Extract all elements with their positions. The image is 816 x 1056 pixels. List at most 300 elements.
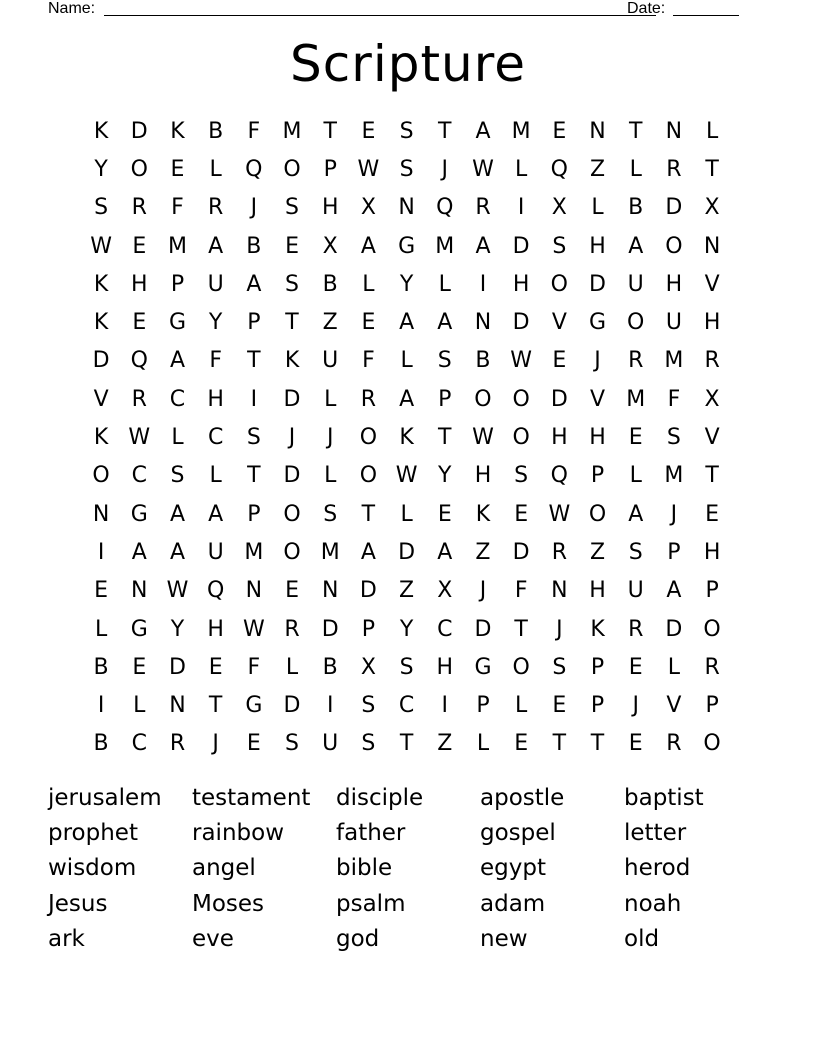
grid-letter: V	[590, 386, 606, 412]
grid-letter: I	[441, 693, 449, 719]
grid-letter: A	[628, 233, 644, 259]
grid-letter: D	[283, 463, 301, 489]
grid-letter: H	[551, 425, 568, 451]
grid-letter: S	[361, 693, 376, 719]
grid-letter: N	[131, 578, 148, 604]
grid-letter: E	[628, 425, 643, 451]
grid-letter: B	[246, 233, 262, 259]
grid-letter: B	[628, 195, 644, 221]
grid-letter: Q	[550, 463, 568, 489]
grid-letter: S	[323, 501, 338, 527]
grid-letter: P	[170, 271, 185, 297]
grid-letter: Z	[399, 578, 415, 604]
grid-letter: S	[514, 463, 529, 489]
word-list-item: adam	[480, 890, 546, 917]
grid-letter: A	[666, 578, 682, 604]
grid-letter: P	[705, 693, 719, 719]
grid-letter: N	[92, 501, 110, 527]
grid-letter: D	[665, 195, 683, 221]
word-list-item: Jesus	[48, 890, 108, 917]
grid-letter: A	[399, 386, 415, 412]
grid-letter: R	[131, 386, 147, 412]
grid-letter: A	[360, 539, 376, 565]
grid-letter: B	[322, 654, 338, 680]
grid-letter: O	[512, 425, 530, 451]
grid-letter: D	[589, 271, 606, 297]
grid-letter: D	[474, 616, 492, 642]
grid-letter: L	[591, 195, 604, 221]
grid-letter: A	[169, 348, 185, 374]
grid-letter: D	[283, 386, 301, 412]
grid-letter: I	[479, 271, 487, 297]
word-list	[48, 780, 768, 956]
grid-letter: E	[705, 501, 720, 527]
grid-letter: S	[285, 271, 300, 297]
word-list-item: noah	[624, 890, 682, 917]
grid-letter: A	[169, 501, 185, 527]
grid-letter: Y	[399, 616, 414, 642]
grid-letter: H	[436, 654, 454, 680]
grid-letter: J	[288, 425, 296, 451]
grid-letter: Q	[130, 348, 148, 374]
word-list-item: ark	[48, 925, 85, 952]
grid-letter: T	[247, 463, 261, 489]
grid-letter: D	[398, 539, 416, 565]
grid-letter: R	[169, 731, 186, 757]
word-list-item: wisdom	[48, 855, 137, 882]
grid-letter: K	[93, 425, 109, 451]
grid-letter: H	[665, 271, 683, 297]
grid-letter: F	[514, 578, 528, 604]
grid-letter: D	[665, 616, 683, 642]
grid-letter: L	[171, 425, 184, 451]
grid-letter: L	[667, 654, 681, 680]
grid-letter: E	[246, 731, 261, 757]
grid-letter: J	[441, 156, 449, 182]
grid-letter: T	[438, 425, 452, 451]
grid-letter: L	[324, 463, 337, 489]
grid-letter: E	[514, 501, 529, 527]
grid-letter: B	[208, 118, 224, 144]
grid-letter: O	[512, 386, 530, 412]
grid-letter: U	[627, 578, 644, 604]
grid-letter: X	[360, 195, 376, 221]
grid-letter: L	[515, 693, 528, 719]
grid-letter: C	[398, 693, 415, 719]
grid-letter: H	[207, 386, 224, 412]
grid-row	[82, 342, 732, 380]
grid-letter: M	[320, 539, 340, 565]
grid-letter: N	[398, 195, 415, 221]
grid-letter: F	[247, 118, 261, 144]
grid-letter: T	[323, 118, 337, 144]
grid-letter: T	[285, 310, 299, 336]
grid-letter: F	[362, 348, 375, 374]
word-row	[48, 851, 768, 886]
grid-letter: S	[94, 195, 109, 221]
grid-letter: L	[285, 654, 299, 680]
grid-letter: I	[97, 693, 105, 719]
grid-letter: V	[704, 425, 720, 451]
grid-letter: N	[245, 578, 263, 604]
letter-grid	[82, 112, 732, 763]
grid-letter: N	[169, 693, 186, 719]
grid-letter: M	[244, 539, 264, 565]
word-row	[48, 921, 768, 956]
grid-letter: S	[399, 654, 414, 680]
grid-letter: N	[703, 233, 721, 259]
grid-letter: H	[589, 233, 606, 259]
grid-letter: O	[283, 539, 301, 565]
grid-letter: G	[474, 654, 492, 680]
grid-letter: P	[438, 386, 452, 412]
grid-letter: R	[628, 348, 644, 374]
grid-letter: O	[703, 616, 721, 642]
grid-letter: P	[247, 310, 261, 336]
grid-letter: S	[552, 233, 567, 259]
grid-letter: L	[133, 693, 146, 719]
grid-letter: U	[665, 310, 682, 336]
grid-letter: L	[209, 156, 222, 182]
grid-letter: W	[166, 578, 189, 604]
grid-letter: D	[512, 539, 530, 565]
grid-letter: G	[398, 233, 416, 259]
grid-letter: J	[594, 348, 601, 374]
grid-row	[82, 610, 732, 648]
word-list-item: testament	[192, 784, 311, 811]
grid-row	[82, 189, 732, 227]
grid-letter: F	[247, 654, 261, 680]
grid-letter: S	[666, 425, 681, 451]
grid-letter: D	[512, 233, 530, 259]
header-row	[48, 0, 748, 18]
grid-letter: E	[628, 731, 643, 757]
grid-letter: D	[92, 348, 110, 374]
grid-letter: N	[589, 118, 606, 144]
grid-letter: L	[209, 463, 222, 489]
grid-letter: Y	[208, 310, 223, 336]
grid-letter: H	[589, 578, 606, 604]
grid-letter: O	[359, 425, 378, 451]
grid-letter: S	[437, 348, 452, 374]
grid-letter: G	[130, 501, 148, 527]
date-line	[673, 15, 739, 16]
grid-letter: H	[589, 425, 606, 451]
grid-letter: O	[474, 386, 492, 412]
grid-letter: X	[437, 578, 453, 604]
grid-letter: P	[361, 616, 376, 642]
grid-letter: Z	[589, 156, 606, 182]
grid-letter: M	[435, 233, 455, 259]
grid-letter: B	[475, 348, 491, 374]
grid-row	[82, 112, 732, 150]
grid-letter: K	[399, 425, 414, 451]
grid-letter: Z	[475, 539, 491, 565]
grid-letter: E	[361, 310, 376, 336]
grid-letter: Z	[437, 731, 453, 757]
grid-letter: G	[168, 310, 186, 336]
grid-letter: E	[170, 156, 185, 182]
grid-letter: C	[437, 616, 453, 642]
word-list-item: psalm	[336, 890, 406, 917]
grid-letter: K	[284, 348, 300, 374]
grid-letter: T	[399, 731, 414, 757]
grid-letter: G	[130, 616, 148, 642]
grid-letter: A	[169, 539, 185, 565]
grid-letter: T	[208, 693, 223, 719]
grid-letter: R	[551, 539, 567, 565]
grid-letter: S	[361, 731, 376, 757]
grid-letter: M	[664, 348, 684, 374]
grid-row	[82, 380, 732, 418]
grid-letter: L	[324, 386, 337, 412]
grid-letter: Y	[438, 463, 452, 489]
grid-letter: R	[284, 616, 300, 642]
page-title: Scripture	[290, 35, 526, 93]
grid-letter: B	[93, 731, 109, 757]
grid-letter: U	[627, 271, 644, 297]
grid-letter: O	[283, 501, 301, 527]
grid-letter: O	[512, 654, 530, 680]
grid-letter: A	[208, 233, 224, 259]
grid-letter: N	[321, 578, 339, 604]
grid-letter: L	[629, 156, 642, 182]
grid-letter: J	[250, 195, 258, 221]
grid-letter: H	[474, 463, 492, 489]
grid-row	[82, 418, 732, 456]
grid-letter: R	[208, 195, 224, 221]
grid-letter: O	[359, 463, 378, 489]
grid-letter: E	[208, 654, 223, 680]
grid-letter: C	[131, 731, 147, 757]
grid-letter: T	[247, 348, 261, 374]
grid-letter: O	[703, 731, 721, 757]
grid-letter: S	[285, 731, 300, 757]
grid-letter: M	[626, 386, 646, 412]
grid-letter: X	[551, 195, 567, 221]
grid-letter: M	[282, 118, 302, 144]
grid-letter: V	[704, 271, 720, 297]
grid-letter: D	[512, 310, 530, 336]
grid-letter: W	[357, 156, 380, 182]
grid-letter: Q	[206, 578, 225, 604]
grid-letter: I	[250, 386, 258, 412]
grid-letter: E	[94, 578, 109, 604]
grid-letter: K	[475, 501, 491, 527]
grid-letter: A	[475, 233, 491, 259]
name-label: Name:	[48, 0, 96, 17]
grid-letter: E	[132, 654, 147, 680]
word-list-item: baptist	[624, 784, 704, 811]
grid-row	[82, 265, 732, 303]
grid-letter: K	[93, 271, 109, 297]
grid-letter: L	[400, 348, 413, 374]
grid-letter: C	[169, 386, 186, 412]
grid-letter: V	[666, 693, 682, 719]
grid-letter: H	[321, 195, 339, 221]
grid-letter: A	[475, 118, 491, 144]
grid-letter: W	[548, 501, 571, 527]
grid-letter: G	[245, 693, 263, 719]
grid-letter: P	[590, 693, 605, 719]
grid-letter: W	[510, 348, 533, 374]
grid-letter: E	[437, 501, 452, 527]
word-list-item: bible	[336, 855, 393, 882]
grid-letter: I	[517, 195, 525, 221]
grid-letter: K	[590, 616, 605, 642]
name-line	[104, 15, 656, 16]
grid-letter: E	[285, 233, 299, 259]
word-list-item: jerusalem	[48, 784, 162, 811]
grid-letter: K	[170, 118, 185, 144]
grid-letter: O	[92, 463, 110, 489]
word-row	[48, 886, 768, 921]
grid-letter: T	[628, 118, 643, 144]
grid-letter: D	[550, 386, 568, 412]
grid-letter: D	[321, 616, 339, 642]
grid-letter: O	[627, 310, 645, 336]
grid-letter: H	[512, 271, 530, 297]
grid-letter: E	[628, 654, 643, 680]
grid-letter: W	[395, 463, 418, 489]
word-list-item: old	[624, 925, 660, 952]
grid-letter: U	[322, 348, 339, 374]
grid-letter: A	[246, 271, 262, 297]
grid-row	[82, 572, 732, 610]
grid-letter: P	[590, 654, 605, 680]
grid-letter: J	[670, 501, 678, 527]
grid-row	[82, 686, 732, 724]
grid-letter: L	[629, 463, 642, 489]
grid-letter: N	[551, 578, 568, 604]
grid-letter: H	[131, 271, 148, 297]
grid-letter: T	[552, 731, 567, 757]
word-list-item: egypt	[480, 855, 546, 882]
grid-letter: B	[93, 654, 109, 680]
grid-letter: O	[283, 156, 301, 182]
grid-letter: H	[207, 616, 224, 642]
grid-letter: A	[437, 539, 453, 565]
grid-letter: Q	[245, 156, 263, 182]
grid-row	[82, 533, 732, 571]
word-row	[48, 780, 768, 815]
grid-letter: S	[170, 463, 185, 489]
grid-letter: E	[552, 693, 567, 719]
grid-letter: P	[590, 463, 605, 489]
grid-letter: S	[399, 156, 414, 182]
grid-letter: Y	[170, 616, 185, 642]
grid-letter: N	[474, 310, 492, 336]
grid-letter: E	[552, 348, 567, 374]
grid-letter: O	[665, 233, 683, 259]
word-list-item: god	[336, 925, 380, 952]
grid-letter: Y	[399, 271, 414, 297]
grid-letter: P	[247, 501, 261, 527]
grid-letter: D	[168, 654, 186, 680]
grid-letter: H	[703, 539, 721, 565]
grid-letter: M	[511, 118, 531, 144]
grid-letter: F	[667, 386, 681, 412]
grid-letter: Z	[322, 310, 338, 336]
grid-letter: V	[551, 310, 567, 336]
grid-letter: S	[246, 425, 261, 451]
grid-letter: H	[703, 310, 721, 336]
grid-letter: Y	[94, 156, 108, 182]
grid-letter: Q	[550, 156, 568, 182]
grid-letter: S	[628, 539, 643, 565]
grid-letter: W	[472, 156, 494, 182]
word-list-item: angel	[192, 855, 256, 882]
word-list-item: prophet	[48, 819, 138, 846]
grid-letter: T	[438, 118, 452, 144]
grid-letter: R	[360, 386, 377, 412]
word-list-item: apostle	[480, 784, 565, 811]
grid-letter: Q	[436, 195, 454, 221]
grid-letter: L	[476, 731, 490, 757]
grid-letter: O	[130, 156, 148, 182]
grid-letter: E	[132, 233, 147, 259]
word-list-item: disciple	[336, 784, 424, 811]
grid-letter: P	[705, 578, 719, 604]
grid-letter: A	[208, 501, 224, 527]
grid-letter: T	[590, 731, 605, 757]
grid-letter: R	[628, 616, 644, 642]
word-list-item: letter	[624, 819, 687, 846]
grid-letter: F	[209, 348, 222, 374]
grid-row	[82, 150, 732, 188]
grid-letter: X	[704, 386, 720, 412]
grid-letter: L	[438, 271, 451, 297]
grid-row	[82, 495, 732, 533]
grid-letter: S	[399, 118, 414, 144]
grid-letter: D	[130, 118, 148, 144]
grid-letter: I	[326, 693, 334, 719]
grid-letter: R	[704, 348, 720, 374]
grid-letter: J	[556, 616, 563, 642]
grid-letter: L	[705, 118, 719, 144]
grid-letter: W	[242, 616, 265, 642]
grid-letter: T	[514, 616, 528, 642]
word-list-item: father	[336, 819, 406, 846]
grid-row	[82, 227, 732, 265]
word-list-item: gospel	[480, 819, 556, 846]
grid-letter: B	[322, 271, 338, 297]
grid-letter: S	[552, 654, 567, 680]
grid-letter: X	[704, 195, 720, 221]
grid-letter: U	[207, 271, 224, 297]
word-list-item: rainbow	[192, 819, 284, 846]
grid-letter: S	[285, 195, 300, 221]
grid-letter: K	[93, 118, 109, 144]
grid-letter: E	[361, 118, 376, 144]
grid-letter: W	[90, 233, 112, 259]
grid-letter: J	[479, 578, 487, 604]
grid-letter: W	[472, 425, 494, 451]
grid-letter: M	[167, 233, 187, 259]
grid-letter: R	[666, 731, 682, 757]
word-list-item: eve	[192, 925, 234, 952]
grid-letter: T	[705, 156, 719, 182]
grid-letter: U	[207, 539, 224, 565]
grid-letter: R	[131, 195, 147, 221]
grid-letter: L	[400, 501, 413, 527]
word-list-item: Moses	[192, 890, 265, 917]
grid-letter: A	[131, 539, 147, 565]
grid-row	[82, 725, 732, 763]
grid-letter: O	[550, 271, 568, 297]
grid-letter: K	[93, 310, 109, 336]
grid-letter: I	[97, 539, 105, 565]
